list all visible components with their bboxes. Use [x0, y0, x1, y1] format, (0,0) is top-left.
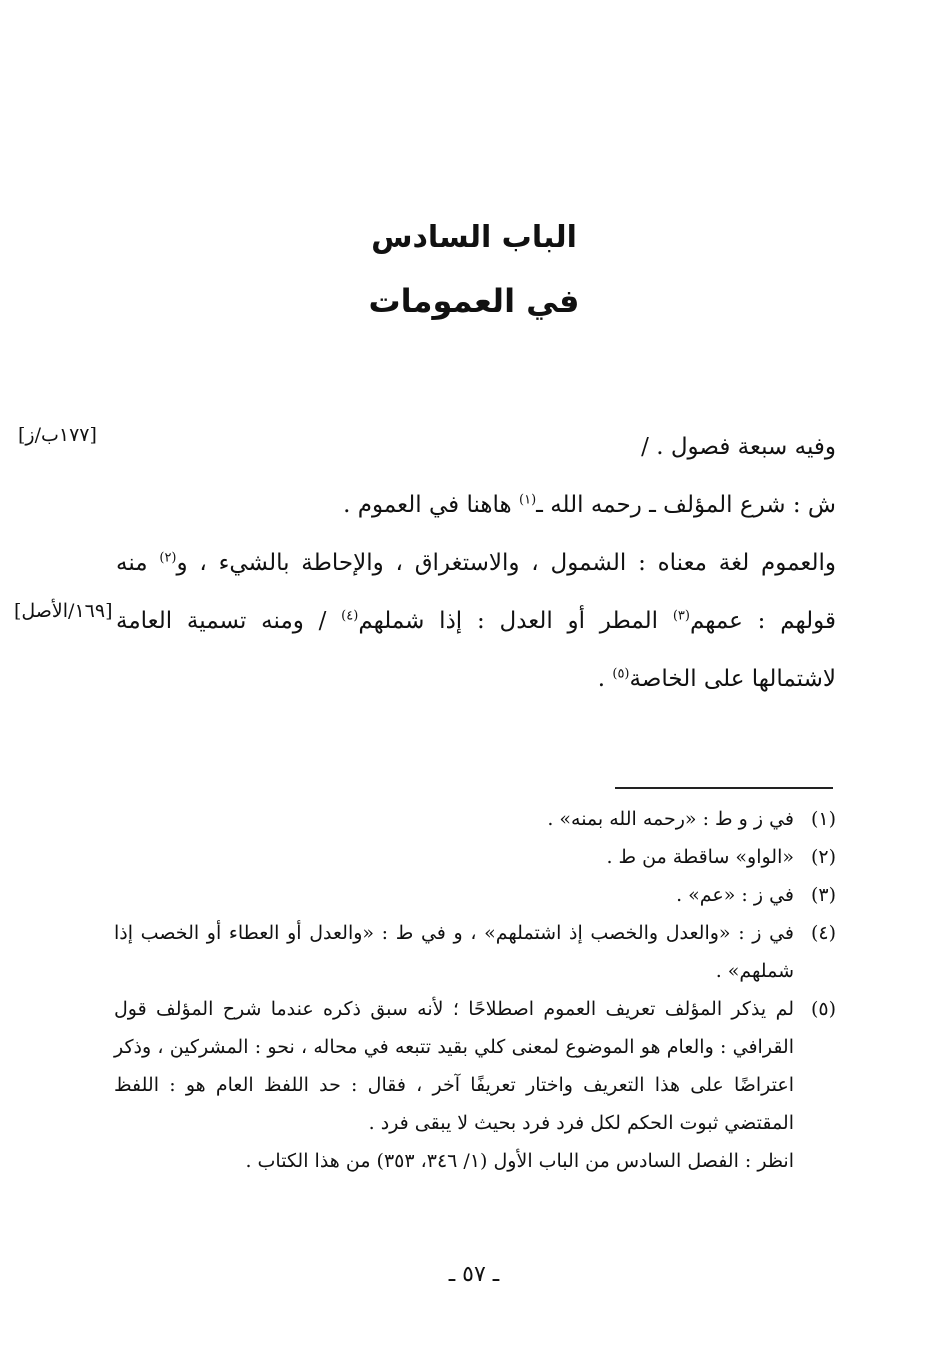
footnote-number: (٣)	[810, 884, 836, 906]
footnote-item	[114, 914, 836, 990]
footnote-marker: (٣)	[672, 608, 690, 624]
paragraph-explanation	[116, 476, 836, 534]
footnote-item	[114, 876, 836, 914]
text-segment: ش : شرع المؤلف ـ رحمه الله ـ	[536, 492, 836, 518]
footnote-marker: (٤)	[341, 608, 359, 624]
text-segment: .	[597, 666, 613, 692]
footnote-number: (٤)	[810, 922, 836, 944]
footnote-continuation: انظر : الفصل السادس من الباب الأول (١/ ٣٤٦، ٣٥٣) من هذا الكتاب .	[245, 1150, 794, 1172]
footnote-text: «الواو» ساقطة من ط .	[606, 846, 794, 868]
footnote-text: في ز : «عم» .	[676, 884, 794, 906]
paragraph-intro: وفيه سبعة فصول . /	[641, 434, 836, 460]
footnote-item	[114, 800, 836, 838]
footnote-number: (٢)	[810, 846, 836, 868]
main-text	[116, 418, 836, 708]
footnote-number: (١)	[810, 808, 836, 830]
text-segment: / ومنه تسمية العامة لاشتمالها على الخاصة	[116, 608, 836, 692]
margin-reference-asl: [١٦٩/الأصل]	[14, 600, 113, 622]
footnote-text: في ز : «والعدل والخصب إذ اشتملهم» ، و في ط : «والعدل أو العطاء أو الخصب إذا شملهم» .	[114, 922, 794, 982]
footnote-number: (٥)	[810, 998, 836, 1020]
footnote-marker: (١)	[519, 492, 537, 508]
footnote-marker: (٢)	[159, 550, 177, 566]
text-segment: هاهنا في العموم .	[343, 492, 519, 518]
footnote-item	[114, 838, 836, 876]
footnote-marker: (٥)	[612, 666, 630, 682]
chapter-title: الباب السادس	[371, 220, 577, 255]
chapter-subtitle: في العمومات	[368, 282, 580, 320]
paragraph-definition	[116, 534, 836, 708]
margin-reference-z: [١٧٧ب/ز]	[18, 424, 97, 446]
text-segment: المطر أو العدل : إذا شملهم	[358, 608, 673, 634]
page-number: ـ ٥٧ ـ	[448, 1262, 500, 1287]
footnote-text: في ز و ط : «رحمه الله بمنه» .	[547, 808, 794, 830]
footnote-item	[114, 990, 836, 1142]
footnote-text: لم يذكر المؤلف تعريف العموم اصطلاحًا ؛ لأنه سبق ذكره عندما شرح المؤلف قول القرافي : والعام هو الموضوع لمعنى كلي بقيد تتبعه في محاله ، نحو : المشركين ، وذكر اعتراضًا على هذا التعريف واختار تعريفًا آخر ، فقال : حد اللفظ العام هو : اللفظ المقتضي ثبوت الحكم لكل فرد فرد بحيث لا يبقى فرد .	[114, 998, 794, 1134]
footnote-divider	[615, 787, 833, 789]
text-segment: والعموم لغة معناه : الشمول ، والاستغراق ، والإحاطة بالشيء ، و	[176, 550, 836, 576]
footnotes	[114, 800, 836, 1180]
text-segment: منه قولهم : عمهم	[116, 550, 836, 634]
